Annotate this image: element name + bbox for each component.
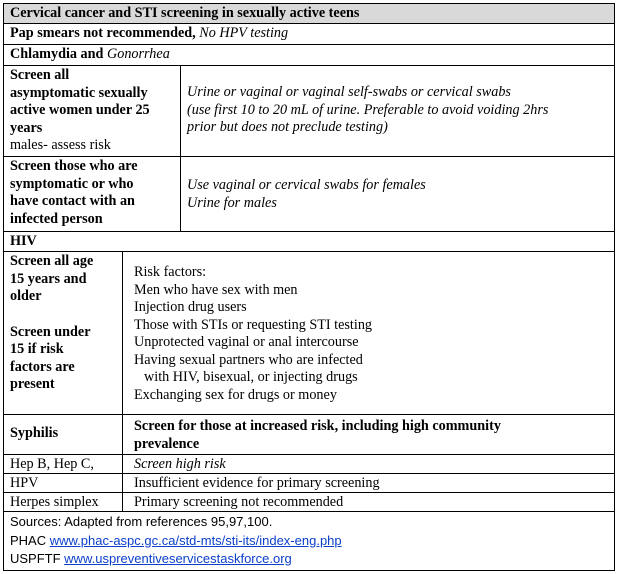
syphilis-label: Syphilis	[10, 425, 59, 441]
chlamydia-row2-left-line: symptomatic or who	[10, 175, 134, 192]
phac-link[interactable]: www.phac-aspc.gc.ca/std-mts/sti-its/index-eng.php	[49, 532, 342, 548]
phac-label: PHAC	[10, 532, 50, 548]
hpv-text: Insufficient evidence for primary screening	[122, 474, 614, 492]
chlamydia-heading-row	[4, 45, 614, 66]
pap-text	[4, 24, 614, 44]
syphilis-row	[4, 415, 614, 455]
chlamydia-row1-right	[180, 66, 614, 156]
hep-text: Screen high risk	[122, 455, 614, 473]
chlamydia-row-symptomatic	[4, 157, 614, 232]
hiv-heading: HIV	[10, 233, 37, 249]
uspftf-label: USPFTF	[10, 551, 65, 566]
chlamydia-row2-left-line: have contact with an	[10, 193, 135, 209]
hpv-row	[4, 474, 614, 493]
risk-factors-title: Risk factors:	[134, 264, 207, 280]
chlamydia-row2-left-line: infected person	[10, 210, 103, 227]
risk-factor-item-continued: with HIV, bisexual, or injecting drugs	[144, 369, 358, 385]
pap-row	[4, 24, 614, 45]
chlamydia-row1-note: males- assess risk	[10, 137, 111, 153]
pap-italic: No HPV testing	[199, 25, 289, 41]
herpes-row	[4, 493, 614, 512]
hiv-left-a-line: Screen all age	[10, 253, 94, 269]
hiv-risk-factors	[122, 252, 614, 414]
hep-row	[4, 455, 614, 474]
hiv-row	[4, 252, 614, 415]
chlamydia-row-asymptomatic	[4, 66, 614, 157]
chlamydia-row2-right-line: Urine for males	[187, 194, 277, 211]
hiv-left-spacer	[10, 306, 116, 324]
hiv-left-b-line: present	[10, 376, 55, 392]
chlamydia-heading	[4, 45, 614, 65]
chlamydia-heading-italic: Gonorrhea	[106, 46, 170, 62]
chlamydia-row2-right	[180, 157, 614, 231]
hiv-left-b-line: Screen under	[10, 323, 91, 340]
syphilis-text-line: prevalence	[134, 435, 200, 452]
title-row	[4, 4, 614, 24]
chlamydia-row1-left-line: Screen all	[10, 67, 70, 83]
chlamydia-row1-right-line: Urine or vaginal or vaginal self-swabs or cervical swabs	[187, 84, 511, 100]
chlamydia-row1-left-line: asymptomatic sexually	[10, 84, 148, 101]
phac-source	[10, 532, 342, 551]
hiv-left-b-line: factors are	[10, 358, 75, 375]
hep-label: Hep B, Hep C,	[10, 456, 94, 472]
hiv-left-b-line: 15 if risk	[10, 341, 64, 357]
hiv-left-a-line: older	[10, 288, 42, 304]
risk-factor-item: Unprotected vaginal or anal intercourse	[134, 334, 359, 350]
risk-factor-item: Those with STIs or requesting STI testing	[134, 316, 373, 333]
chlamydia-row2-right-line: Use vaginal or cervical swabs for females	[187, 177, 426, 193]
chlamydia-heading-bold: Chlamydia and	[10, 46, 107, 62]
syphilis-text	[122, 415, 614, 454]
hiv-left-a-line: 15 years and	[10, 270, 87, 287]
chlamydia-row1-left	[4, 66, 180, 156]
chlamydia-row1-left-line: years	[10, 119, 43, 136]
hpv-label: HPV	[10, 475, 39, 491]
uspftf-source	[10, 550, 342, 569]
risk-factor-item: Having sexual partners who are infected	[134, 351, 363, 368]
risk-factor-item: Exchanging sex for drugs or money	[134, 386, 337, 403]
screening-table	[3, 3, 615, 571]
chlamydia-row2-left	[4, 157, 180, 231]
sources-line: Sources: Adapted from references 95,97,100.	[10, 514, 273, 529]
hiv-left	[4, 252, 122, 414]
pap-bold: Pap smears not recommended,	[10, 25, 200, 41]
risk-factor-item: Men who have sex with men	[134, 281, 298, 298]
chlamydia-row1-right-line: (use first 10 to 20 mL of urine. Preferable to avoid voiding 2hrs	[187, 101, 549, 118]
table-title: Cervical cancer and STI screening in sexually active teens	[10, 5, 360, 21]
uspftf-link[interactable]: www.uspreventiveservicestaskforce.org	[64, 551, 292, 566]
chlamydia-row1-right-line: prior but does not preclude testing)	[187, 119, 388, 135]
syphilis-text-line: Screen for those at increased risk, including high community	[134, 418, 501, 434]
risk-factor-item: Injection drug users	[134, 299, 247, 315]
herpes-text: Primary screening not recommended	[122, 493, 614, 511]
herpes-label: Herpes simplex	[10, 494, 99, 510]
chlamydia-row2-left-line: Screen those who are	[10, 158, 138, 174]
sources	[10, 513, 342, 569]
hiv-heading-row	[4, 232, 614, 252]
chlamydia-row1-left-line: active women under 25	[10, 102, 150, 118]
